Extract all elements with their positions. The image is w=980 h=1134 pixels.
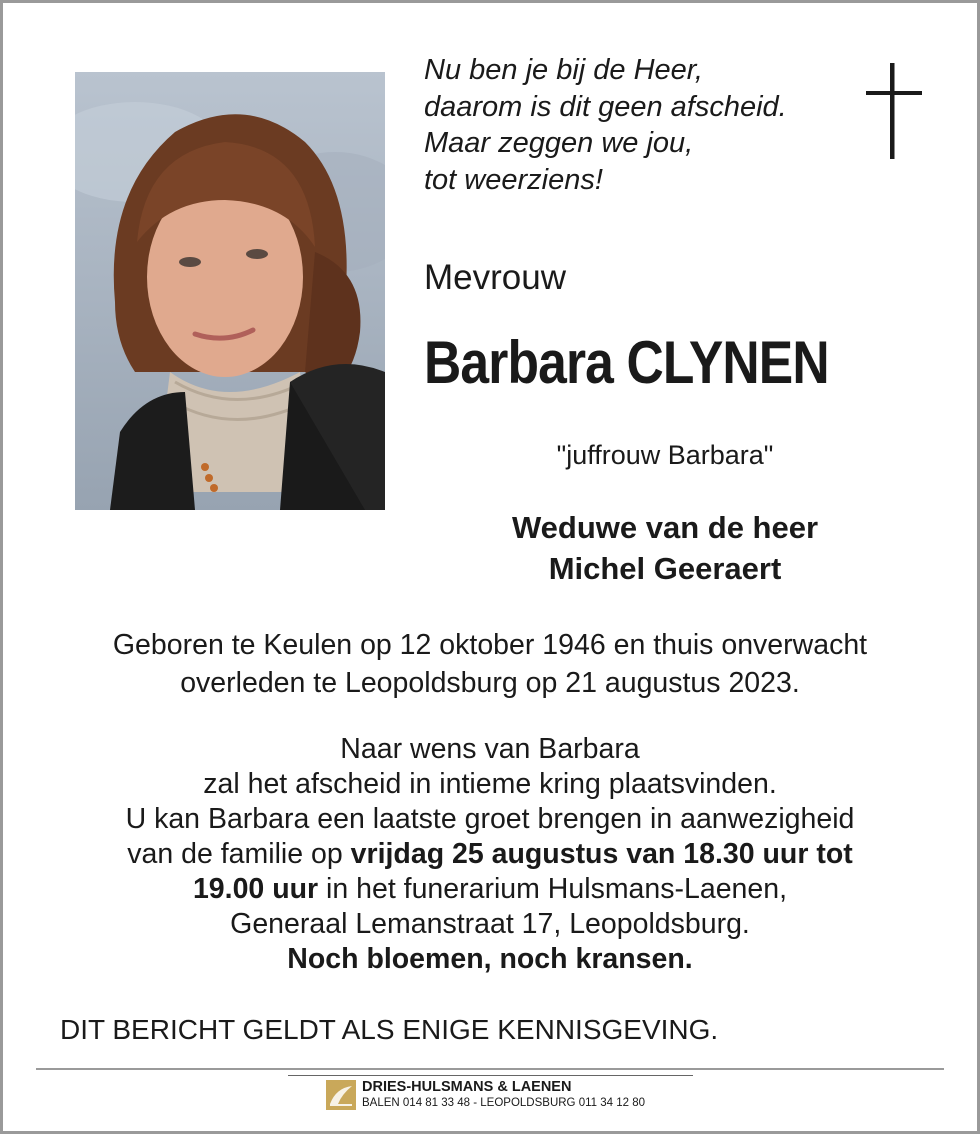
- nickname: "juffrouw Barbara": [556, 440, 774, 470]
- details-address: Generaal Lemanstraat 17, Leopoldsburg.: [230, 908, 750, 940]
- visitation-datetime: vrijdag 25 augustus van 18.30 uur tot: [350, 838, 853, 870]
- funeral-home-contact: BALEN 014 81 33 48 - LEOPOLDSBURG 011 34 12 80: [362, 1097, 645, 1109]
- birth-line: Geboren te Keulen op 12 oktober 1946 en thuis onverwacht: [112, 629, 868, 661]
- details-line: zal het afscheid in intieme kring plaatsvinden.: [203, 768, 777, 800]
- portrait-photo: [75, 72, 385, 510]
- divider: [36, 1068, 944, 1070]
- poem-line: tot weerziens!: [424, 163, 603, 196]
- widow-of: [455, 507, 875, 589]
- details-line: [40, 837, 940, 872]
- details-text: van de familie op: [127, 838, 351, 870]
- farewell-details: [40, 732, 940, 977]
- salutation: Mevrouw: [424, 258, 566, 297]
- deceased-name: Barbara CLYNEN: [424, 329, 829, 396]
- widow-line: Weduwe van de heer: [511, 510, 819, 545]
- details-line: U kan Barbara een laatste groet brengen in aanwezigheid: [125, 803, 855, 835]
- official-notice: DIT BERICHT GELDT ALS ENIGE KENNISGEVING.: [60, 1014, 719, 1045]
- details-text: in het funerarium Hulsmans-Laenen,: [318, 873, 788, 905]
- cross-icon: [866, 63, 922, 159]
- divider: [288, 1075, 693, 1076]
- poem: [424, 52, 844, 198]
- poem-line: daarom is dit geen afscheid.: [424, 90, 787, 123]
- funeral-home-logo-icon: [326, 1080, 356, 1110]
- poem-line: Maar zeggen we jou,: [424, 127, 694, 159]
- widow-line: Michel Geeraert: [548, 551, 782, 586]
- no-flowers-note: Noch bloemen, noch kransen.: [287, 943, 693, 975]
- funeral-home-name: DRIES-HULSMANS & LAENEN: [362, 1079, 572, 1095]
- details-line: [40, 872, 940, 907]
- birth-death-info: [40, 626, 940, 702]
- visitation-end-time: 19.00 uur: [192, 873, 319, 905]
- poem-line: Nu ben je bij de Heer,: [424, 54, 703, 86]
- death-line: overleden te Leopoldsburg op 21 augustus 2023.: [180, 667, 800, 699]
- details-line: Naar wens van Barbara: [340, 733, 640, 765]
